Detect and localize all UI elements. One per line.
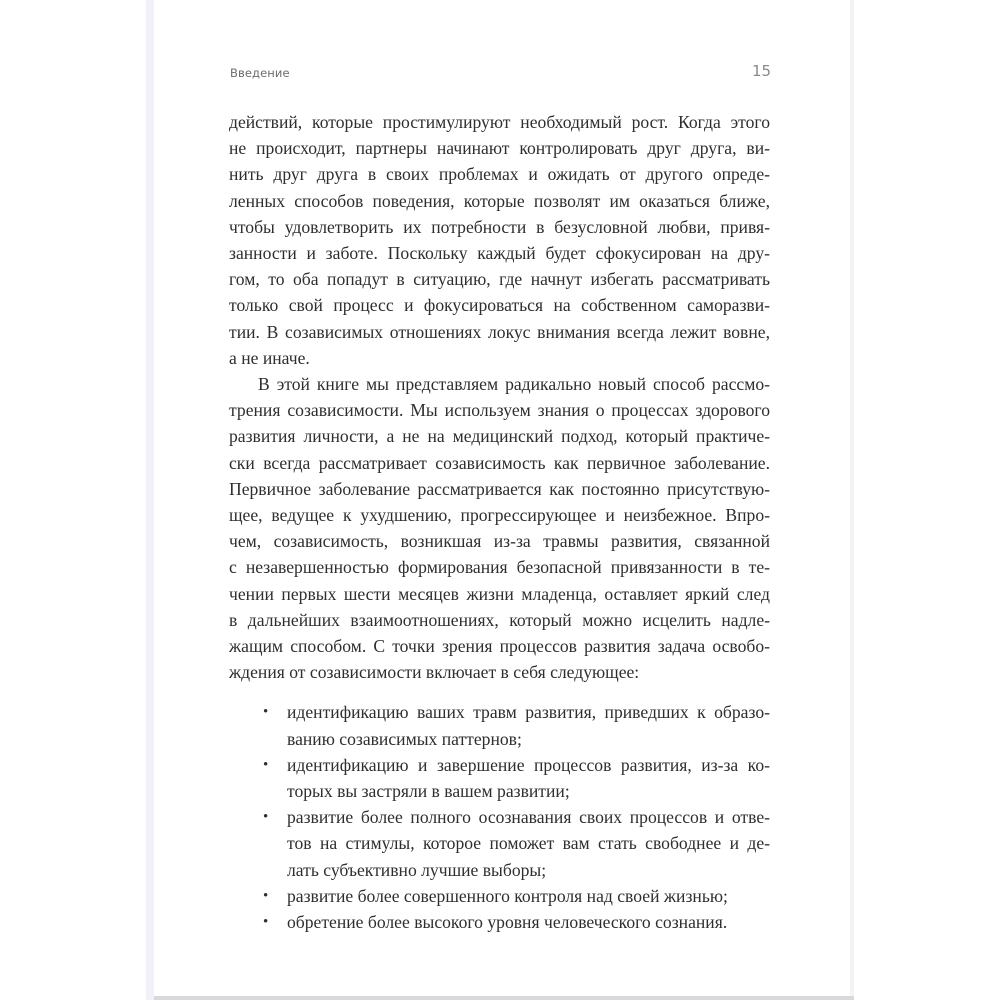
body-text bbox=[229, 109, 770, 935]
text-line: идентификацию ваших травм развития, приведших к образо- bbox=[287, 702, 770, 723]
text-line: жащим способом. С точки зрения процессов развития задача освобо- bbox=[229, 636, 770, 657]
bullet-icon: • bbox=[263, 914, 269, 931]
text-line: не происходит, партнеры начинают контролировать друг друга, ви- bbox=[229, 138, 770, 159]
text-line: Первичное заболевание рассматривается как постоянно присутствую- bbox=[229, 478, 770, 499]
text-line: тии. В созависимых отношениях локус внимания всегда лежит вовне, bbox=[229, 321, 770, 342]
bullet-list bbox=[229, 699, 770, 935]
text-line: с незавершенностью формирования безопасной привязанности в те- bbox=[229, 557, 770, 578]
text-line: действий, которые простимулируют необходимый рост. Когда этого bbox=[229, 112, 770, 132]
page-bottom-edge bbox=[154, 996, 854, 1000]
text-line: развития личности, а не на медицинский подход, который практиче- bbox=[229, 426, 770, 447]
text-line: чтобы удовлетворить их потребности в безусловной любви, привя- bbox=[229, 216, 770, 237]
list-item bbox=[229, 883, 770, 909]
text-line: развитие более совершенного контроля над своей жизнью; bbox=[287, 885, 728, 906]
list-item bbox=[229, 699, 770, 751]
bullet-icon: • bbox=[263, 887, 269, 904]
text-line: ски всегда рассматривает созависимость как первичное заболевание. bbox=[229, 452, 770, 473]
list-item bbox=[229, 909, 770, 935]
text-line: ждения от созависимости включает в себя следующее: bbox=[229, 662, 640, 683]
page-left-edge bbox=[146, 0, 154, 1000]
bullet-icon: • bbox=[263, 756, 269, 773]
text-line: а не иначе. bbox=[229, 347, 310, 368]
paragraph-1 bbox=[229, 109, 770, 371]
text-line: развитие более полного осознавания своих процессов и отве- bbox=[287, 807, 770, 828]
text-line: обретение более высокого уровня человеческого сознания. bbox=[287, 912, 728, 933]
text-line: щее, ведущее к ухудшению, прогрессирующее и неизбежное. Впро- bbox=[229, 505, 770, 526]
text-line: трения созависимости. Мы используем знания о процессах здорового bbox=[229, 400, 770, 421]
running-head: Введение bbox=[230, 66, 290, 80]
paragraph-2 bbox=[229, 371, 770, 685]
list-item bbox=[229, 804, 770, 883]
text-line: идентификацию и завершение процессов развития, из-за ко- bbox=[287, 754, 770, 775]
list-item bbox=[229, 752, 770, 804]
text-line: гом, то оба попадут в ситуацию, где начнут избегать рассматривать bbox=[229, 269, 770, 290]
text-line: только свой процесс и фокусироваться на собственном саморазви- bbox=[229, 295, 770, 316]
page-right-edge bbox=[850, 0, 854, 1000]
text-line: В этой книге мы представляем радикально новый способ рассмо- bbox=[258, 374, 770, 395]
text-line: лать субъективно лучшие выборы; bbox=[287, 859, 547, 880]
text-line: нить друг друга в своих проблемах и ожидать от другого опреде- bbox=[229, 164, 770, 185]
text-line: ленных способов поведения, которые позволят им оказаться ближе, bbox=[229, 190, 770, 211]
text-line: торых вы застряли в вашем развитии; bbox=[287, 781, 570, 802]
bullet-icon: • bbox=[263, 704, 269, 721]
text-line: чении первых шести месяцев жизни младенца, оставляет яркий след bbox=[229, 583, 770, 604]
page-number: 15 bbox=[752, 62, 772, 80]
text-line: в дальнейших взаимоотношениях, который можно исцелить надле- bbox=[229, 609, 770, 630]
bullet-icon: • bbox=[263, 809, 269, 826]
text-line: тов на стимулы, которое поможет вам стать свободнее и де- bbox=[287, 833, 770, 854]
text-line: чем, созависимость, возникшая из-за травмы развития, связанной bbox=[229, 531, 770, 552]
text-line: ванию созависимых паттернов; bbox=[287, 728, 522, 749]
text-line: занности и заботе. Поскольку каждый будет сфокусирован на дру- bbox=[229, 243, 770, 264]
